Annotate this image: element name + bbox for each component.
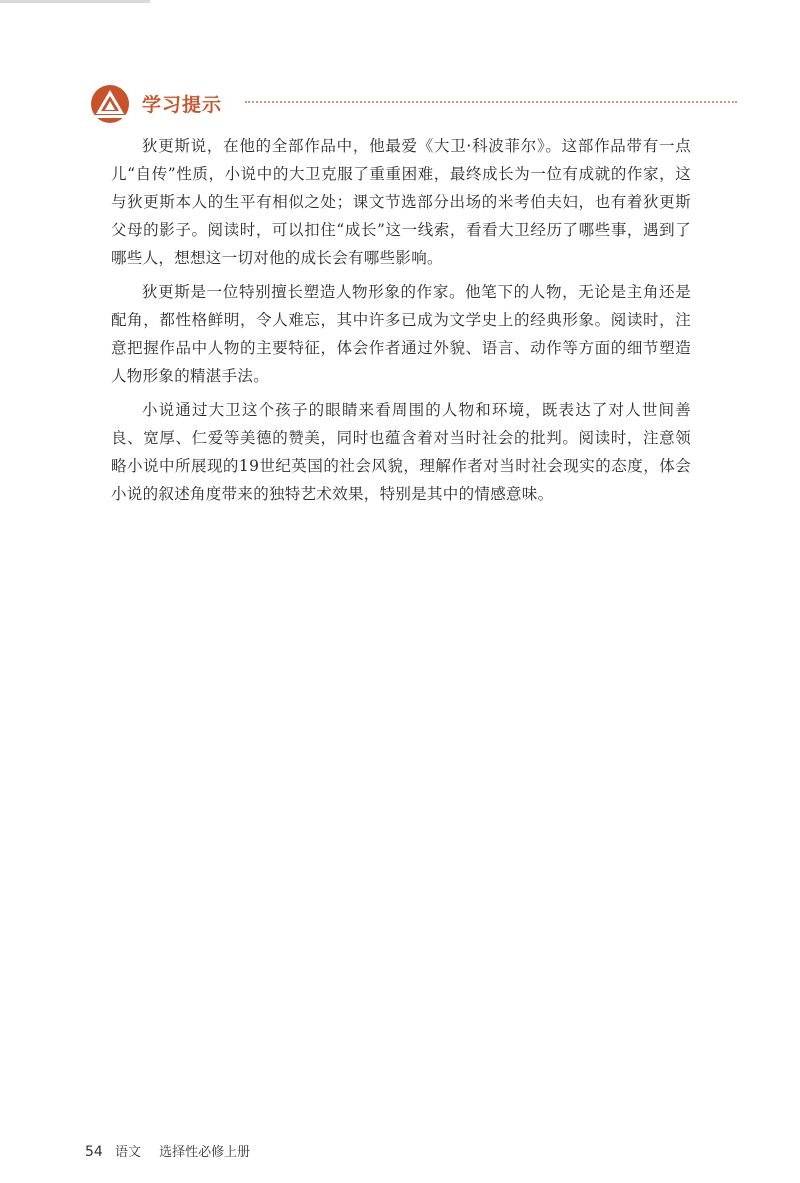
page-footer [85, 1141, 250, 1160]
paragraph-2: 狄更斯是一位特别擅长塑造人物形象的作家。他笔下的人物，无论是主角还是配角，都性格鲜明，令人难忘，其中许多已成为文学史上的经典形象。阅读时，注意把握作品中人物的主要特征，体会作者通过外貌、语言、动作等方面的细节塑造人物形象的精湛手法。 [111, 283, 691, 385]
footer-subject: 语文 [114, 1145, 141, 1160]
section-header [90, 84, 740, 124]
section-title: 学习提示 [142, 94, 223, 116]
top-edge-strip [0, 0, 150, 3]
paragraph-3: 小说通过大卫这个孩子的眼睛来看周围的人物和环境，既表达了对人世间善良、宽厚、仁爱等美德的赞美，同时也蕴含着对当时社会的批判。阅读时，注意领略小说中所展现的19世纪英国的社会风貌，理解作者对当时社会现实的态度，体会小说的叙述角度带来的独特艺术效果，特别是其中的情感意味。 [111, 401, 691, 503]
header-dotted-divider [245, 101, 737, 103]
study-tips-body [111, 132, 691, 514]
footer-book-title: 选择性必修上册 [159, 1145, 251, 1160]
page-number: 54 [85, 1144, 103, 1160]
paragraph-1: 狄更斯说，在他的全部作品中，他最爱《大卫·科波菲尔》。这部作品带有一点儿“自传”性质，小说中的大卫克服了重重困难，最终成长为一位有成就的作家，这与狄更斯本人的生平有相似之处；课文节选部分出场的米考伯夫妇，也有着狄更斯父母的影子。阅读时，可以扣住“成长”这一线索，看看大卫经历了哪些事，遇到了哪些人，想想这一切对他的成长会有哪些影响。 [111, 137, 691, 267]
mountain-logo-icon [90, 84, 130, 124]
